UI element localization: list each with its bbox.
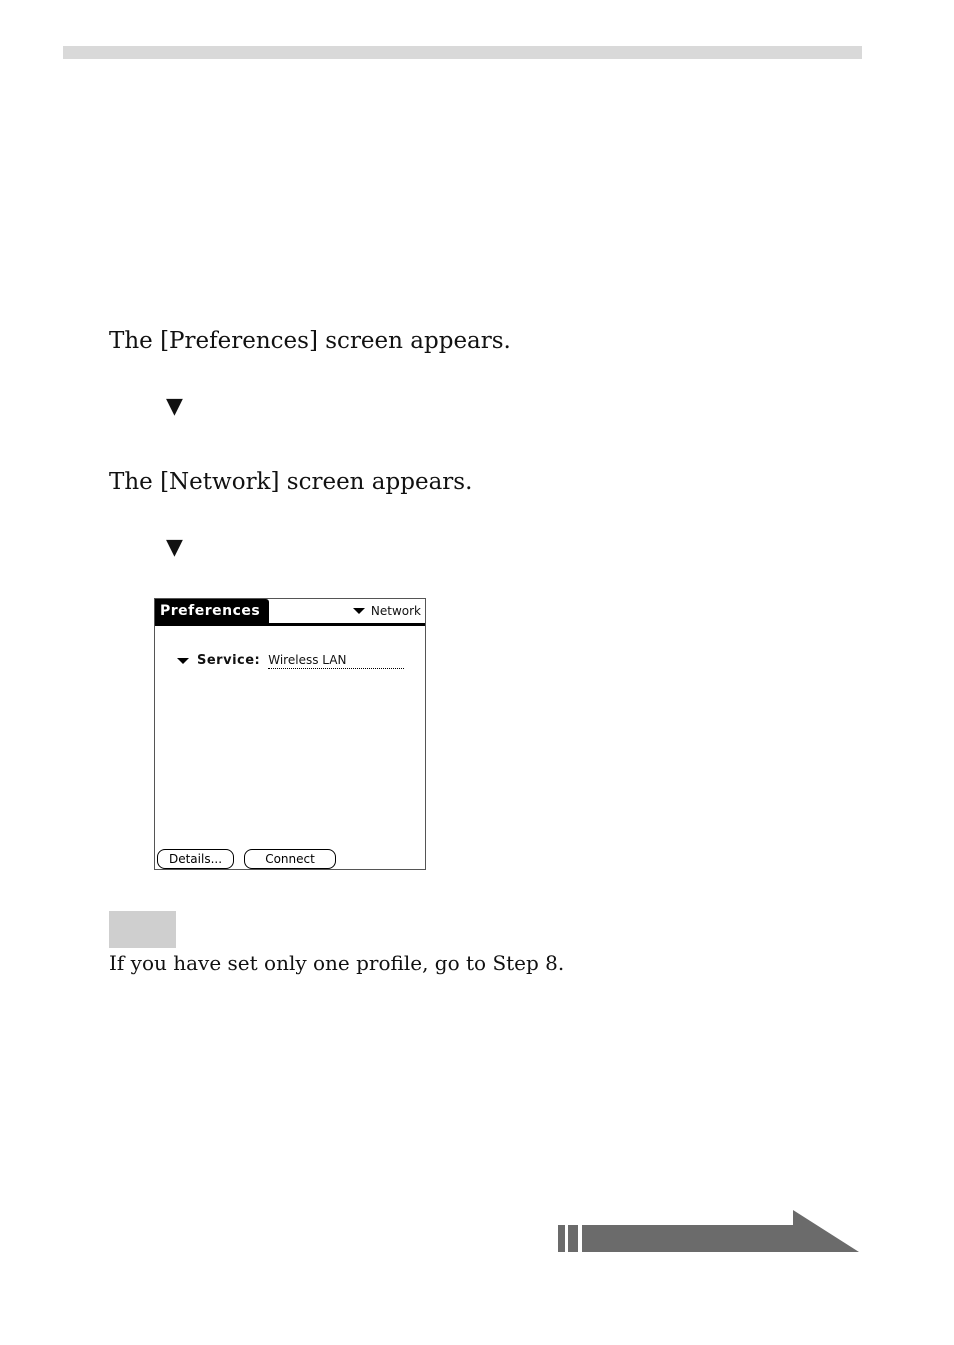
- service-row[interactable]: [177, 652, 404, 669]
- dropdown-triangle-icon: [177, 658, 189, 664]
- arrow-shape: [582, 1210, 859, 1252]
- note-box: [109, 911, 176, 948]
- details-button[interactable]: Details...: [157, 849, 234, 869]
- preferences-screen-text: The [Preferences] screen appears.: [109, 328, 511, 354]
- connect-button[interactable]: Connect: [244, 849, 336, 869]
- category-picker[interactable]: [353, 603, 421, 619]
- palm-titlebar: [155, 599, 425, 625]
- arrow-bar-2: [568, 1225, 578, 1252]
- next-page-arrow-icon[interactable]: [558, 1210, 860, 1252]
- service-label: Service:: [197, 652, 261, 668]
- down-arrow-icon: ▼: [166, 535, 183, 560]
- arrow-bar-1: [558, 1225, 565, 1252]
- category-label: Network: [370, 604, 421, 618]
- palm-title: Preferences: [155, 599, 269, 623]
- down-arrow-icon: ▼: [166, 394, 183, 419]
- palm-network-screenshot: [154, 598, 426, 870]
- title-underline: [155, 623, 425, 626]
- note-text: If you have set only one profile, go to Step 8.: [109, 951, 565, 975]
- service-value[interactable]: Wireless LAN: [268, 652, 404, 669]
- top-rule: [63, 46, 862, 59]
- dropdown-triangle-icon: [353, 608, 365, 614]
- network-screen-text: The [Network] screen appears.: [109, 469, 473, 495]
